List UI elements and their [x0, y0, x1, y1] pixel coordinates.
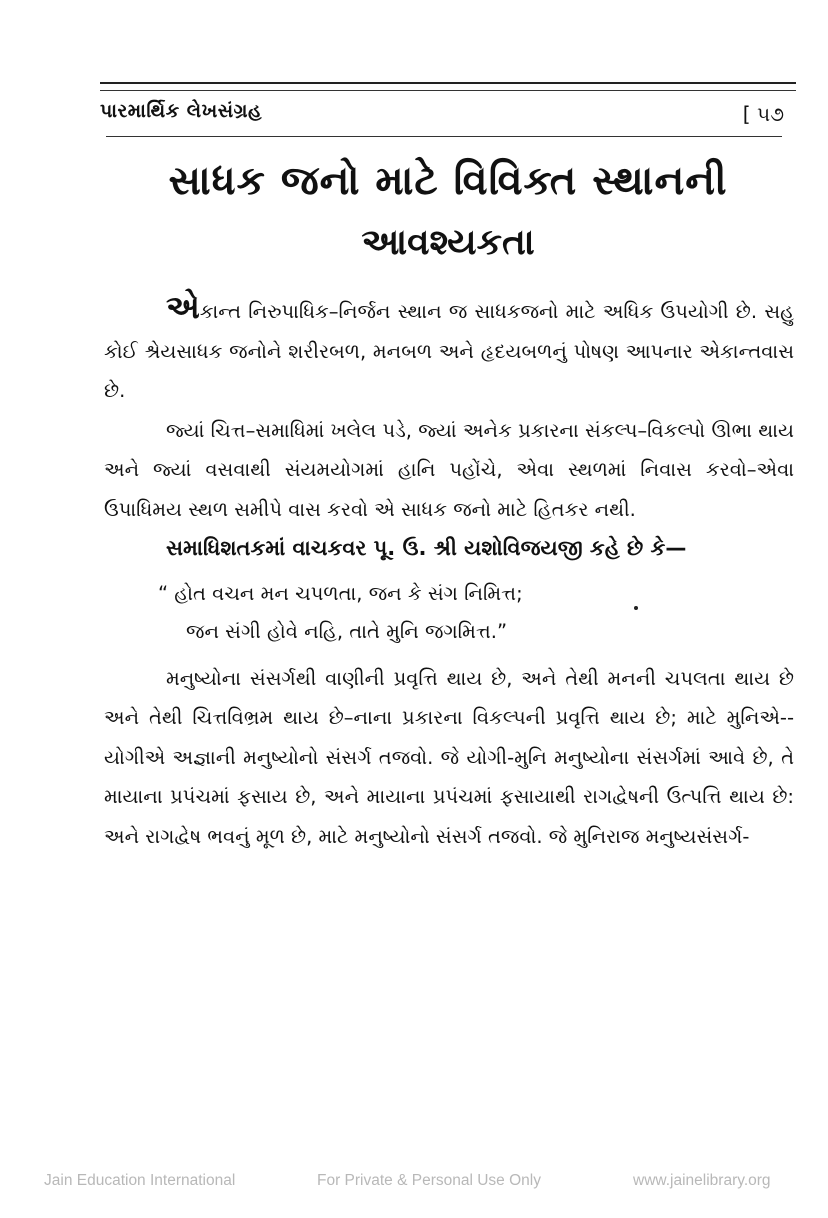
running-head	[100, 100, 796, 130]
print-speck	[634, 606, 638, 610]
article-title-line1: સાધક જનો માટે વિવિક્ત સ્થાનની	[168, 158, 728, 204]
article-title-line2: આવશ્યકતા	[361, 222, 535, 263]
header-double-rule	[100, 82, 796, 91]
paragraph-3: સમાધિશતકમાં વાચકવર પૂ. ઉ. શ્રી યશોવિજયજી કહે છે કે—	[166, 536, 687, 560]
paragraph-4: મનુષ્યોના સંસર્ગથી વાણીની પ્રવૃત્તિ થાય છે, અને તેથી મનની ચપલતા થાય છે અને તેથી ચિત્તવિભ્રમ થાય છે–નાના પ્રકારના વિકલ્પની પ્રવૃત્તિ થાય છે; માટે મુનિએ--યોગીએ અજ્ઞાની મનુષ્યોનો સંસર્ગ તજવો. જે યોગી-મુનિ મનુષ્યોના સંસર્ગમાં આવે છે, તે માયાના પ્રપંચમાં ફસાય છે, અને માયાના પ્રપંચમાં ફસાયાથી રાગદ્વેષની ઉત્પત્તિ થાય છે: અને રાગદ્વેષ ભવનું મૂળ છે, માટે મનુષ્યોનો સંસર્ગ તજવો. જે મુનિરાજ મનુષ્યસંસર્ગ-	[104, 666, 794, 848]
footer-left: Jain Education International	[44, 1172, 236, 1189]
article-body	[104, 288, 794, 856]
paragraph-2: જ્યાં ચિત્ત–સમાધિમાં ખલેલ પડે, જ્યાં અનેક પ્રકારના સંકલ્પ–વિકલ્પો ઊભા થાય અને જ્યાં વસવાથી સંયમયોગમાં હાનિ પહોંચે, એવા સ્થળમાં નિવાસ કરવો–એવા ઉપાધિમય સ્થળ સમીપે વાસ કરવો એ સાધક જનો માટે હિતકર નથી.	[104, 418, 794, 521]
verse-line-1: “ હોત વચન મન ચપળતા, જન કે સંગ નિમિત્ત;	[158, 581, 523, 605]
verse-quote	[158, 575, 794, 651]
footer-center: For Private & Personal Use Only	[317, 1172, 541, 1189]
watermark-footer	[0, 1172, 828, 1202]
paragraph-1-text: કાન્ત નિરુપાધિક–નિર્જન સ્થાન જ સાધકજનો માટે અધિક ઉપયોગી છે. સહુ કોઈ શ્રેયસાધક જનોને શરીરબળ, મનબળ અને હૃદયબળનું પોષણ આપનાર એકાન્તવાસ છે.	[104, 300, 794, 402]
running-head-title: પારમાર્થિક લેખસંગ્રહ	[100, 100, 263, 122]
page-number: [ ૫૭	[742, 102, 784, 126]
footer-right: www.jainelibrary.org	[633, 1172, 771, 1189]
header-rule	[106, 136, 782, 137]
paragraph-1	[104, 288, 794, 411]
drop-cap: એ	[166, 288, 200, 326]
verse-line-2: જન સંગી હોવે નહિ, તાતે મુનિ જગમિત્ત.”	[186, 619, 508, 643]
